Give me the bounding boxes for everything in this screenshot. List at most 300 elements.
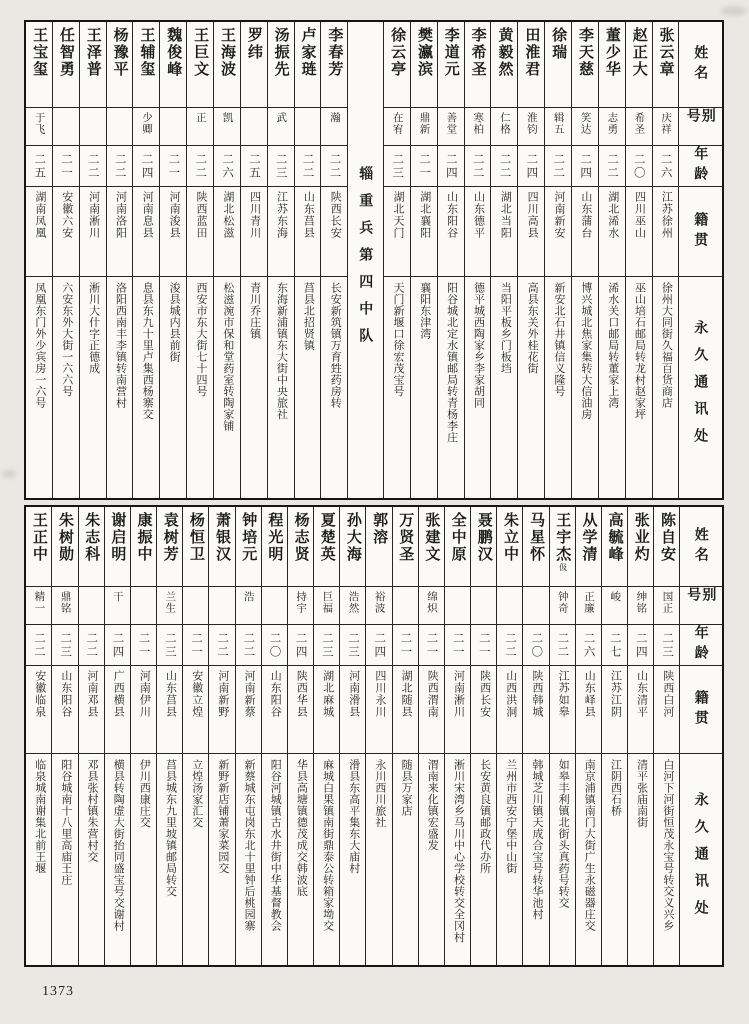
entry-address: 兰州市西安宁堡中山街	[504, 759, 517, 874]
entry-native: 湖北天门	[384, 187, 410, 277]
entry-age: 二一	[419, 625, 444, 666]
entry-age: 二二	[545, 146, 571, 187]
entry-column	[320, 22, 347, 498]
entry-column	[294, 22, 321, 498]
entry-name: 万贤圣	[393, 507, 418, 587]
entry-alias: 鼎新	[411, 108, 437, 146]
entry-name: 王巨文	[187, 22, 213, 108]
entry-column	[287, 507, 313, 965]
entry-address: 华县高塘镇德茂成交韩波底	[295, 759, 308, 897]
header-column	[678, 22, 722, 498]
entry-alias	[53, 108, 79, 146]
entry-address: 洛阳西南丰李镇转南营村	[114, 282, 127, 409]
header-name: 姓名	[680, 507, 722, 587]
entry-column	[52, 22, 79, 498]
entry-native: 安徽临泉	[26, 666, 51, 754]
entry-native: 陕西华县	[288, 666, 313, 754]
entry-address: 新蔡城东屯岗东北十里钟后桃园寨	[243, 759, 256, 932]
entry-name: 夏楚英	[314, 507, 339, 587]
entry-address: 德平城西陶家乡李家胡同	[472, 282, 485, 409]
entry-column	[51, 507, 77, 965]
entry-native: 河南新野	[209, 666, 234, 754]
entry-alias: 正	[187, 108, 213, 146]
entry-column	[182, 507, 208, 965]
entry-native: 四川永川	[366, 666, 391, 754]
entry-address: 淅川大什字正德成	[87, 282, 100, 374]
entry-native: 四川青川	[241, 187, 267, 277]
entry-column	[598, 22, 625, 498]
entry-age: 二二	[209, 625, 234, 666]
entry-column	[444, 507, 470, 965]
entry-native: 河南邓县	[79, 666, 104, 754]
entry-name: 张业灼	[628, 507, 653, 587]
entry-address: 随县万家店	[400, 759, 413, 817]
entry-age: 二四	[438, 146, 464, 187]
entry-age: 二一	[411, 146, 437, 187]
entry-alias: 持宇	[288, 587, 313, 625]
entry-age: 二五	[26, 146, 52, 187]
entry-native: 湖北浠水	[599, 187, 625, 277]
entry-native: 安徽立煌	[183, 666, 208, 754]
entry-name: 袁树芳	[157, 507, 182, 587]
entry-column	[79, 22, 106, 498]
entry-alias	[80, 108, 106, 146]
entry-name: 钟培元	[236, 507, 261, 587]
entry-native: 山东阳谷	[262, 666, 287, 754]
entry-column	[339, 507, 365, 965]
entry-alias: 笑达	[572, 108, 598, 146]
entry-column	[392, 507, 418, 965]
entry-native: 广西横县	[105, 666, 130, 754]
entry-native: 湖南凤凰	[26, 187, 52, 277]
entry-age: 二二	[599, 146, 625, 187]
entry-native: 陕西蓝田	[187, 187, 213, 277]
entry-name: 田淮君	[518, 22, 544, 108]
entry-alias: 于飞	[26, 108, 52, 146]
entry-age: 二二	[107, 146, 133, 187]
entry-alias: 寒柏	[465, 108, 491, 146]
entry-native: 湖北麻城	[314, 666, 339, 754]
entry-column	[267, 22, 294, 498]
entry-native: 山东峄县	[576, 666, 601, 754]
entry-column	[156, 507, 182, 965]
entry-address: 立煌汤家汇交	[190, 759, 203, 828]
entry-address: 青川乔庄镇	[248, 282, 261, 340]
entry-address: 邓县张村镇朱营村交	[86, 759, 99, 863]
entry-age: 二四	[288, 625, 313, 666]
entry-native: 湖北当阳	[491, 187, 517, 277]
entry-name: 张建文	[419, 507, 444, 587]
entry-age: 二四	[572, 146, 598, 187]
entry-age: 二一	[131, 625, 156, 666]
entry-age: 二〇	[523, 625, 548, 666]
entry-name: 王宝玺	[26, 22, 52, 108]
entry-column	[78, 507, 104, 965]
scan-smudge	[2, 470, 16, 478]
entry-column	[437, 22, 464, 498]
entry-name: 康振中	[131, 507, 156, 587]
entry-address: 新安北石井镇信义隆号	[553, 282, 565, 397]
entry-name: 黄毅然	[491, 22, 517, 108]
entry-column	[313, 507, 339, 965]
entry-name: 魏俊峰	[160, 22, 186, 108]
entry-alias	[445, 587, 470, 625]
entry-name: 郭溶	[366, 507, 391, 587]
entry-alias	[295, 108, 321, 146]
entry-age: 二〇	[262, 625, 287, 666]
entry-column	[522, 507, 548, 965]
entry-age: 二三	[314, 625, 339, 666]
entry-native: 河南伊川	[131, 666, 156, 754]
entry-native: 山东德平	[465, 187, 491, 277]
entry-age: 二二	[26, 625, 51, 666]
entry-name: 陈自安	[654, 507, 679, 587]
entry-address: 巫山培石邮局转龙村赵家坪	[633, 282, 646, 420]
entry-name: 朱立中	[497, 507, 522, 587]
entry-address: 襄阳东津湾	[418, 282, 431, 340]
entry-name: 孙大海	[340, 507, 365, 587]
header-age: 年龄	[680, 625, 722, 666]
entry-column	[490, 22, 517, 498]
entry-address: 当阳平板乡门板垱	[499, 282, 512, 374]
entry-alias: 峻	[602, 587, 627, 625]
entry-native: 四川高县	[518, 187, 544, 277]
entry-name: 王泽普	[80, 22, 106, 108]
entry-name: 樊瀛滨	[411, 22, 437, 108]
entry-address: 阳谷河城镇古水井街中华基督教会	[269, 759, 282, 932]
entry-name: 卢家琏	[295, 22, 321, 108]
entry-native: 山西洪洞	[497, 666, 522, 754]
entry-age: 二六	[653, 146, 679, 187]
entry-alias	[79, 587, 104, 625]
entry-native: 湖北随县	[393, 666, 418, 754]
entry-alias	[107, 108, 133, 146]
entry-column	[418, 507, 444, 965]
unit-title-column	[347, 22, 383, 498]
entry-name: 王正中	[26, 507, 51, 587]
entry-native: 河南息县	[133, 187, 159, 277]
entry-age: 二一	[183, 625, 208, 666]
entry-address: 滑县东高平集东大庙村	[347, 759, 360, 874]
entry-alias: 绅铭	[628, 587, 653, 625]
entry-native: 河南新安	[545, 187, 571, 277]
entry-column	[544, 22, 571, 498]
entry-alias: 裕波	[366, 587, 391, 625]
entry-native: 陕西韩城	[523, 666, 548, 754]
scan-smudge	[721, 6, 747, 16]
entry-name: 李春芳	[321, 22, 347, 108]
entry-address: 阳谷城南十八里高庙王庄	[59, 759, 72, 886]
entry-address: 莒县北招贤镇	[302, 282, 315, 351]
header-alias: 别号	[679, 108, 722, 146]
entry-age: 二三	[384, 146, 410, 187]
entry-age: 二三	[654, 625, 679, 666]
entry-column	[104, 507, 130, 965]
entry-alias: 善堂	[438, 108, 464, 146]
entry-column	[410, 22, 437, 498]
entry-alias: 巨福	[314, 587, 339, 625]
entry-alias: 在宥	[384, 108, 410, 146]
header-name: 姓名	[679, 22, 722, 108]
entry-address: 伊川西康庄交	[138, 759, 151, 828]
entry-name: 董少华	[599, 22, 625, 108]
entry-age: 二四	[366, 625, 391, 666]
entry-age: 二一	[160, 146, 186, 187]
entry-address: 白河下河街恒茂永宝号转交义兴乡	[661, 759, 674, 932]
roster-table-top	[24, 20, 724, 500]
entry-alias	[523, 587, 548, 625]
entry-alias: 干	[105, 587, 130, 625]
entry-age: 二七	[602, 625, 627, 666]
header-age: 年龄	[679, 146, 722, 187]
entry-column	[159, 22, 186, 498]
entry-name: 王宇杰 伋	[550, 507, 575, 587]
entry-address: 凤凰东门外少宾房一六号	[33, 282, 46, 409]
entry-address: 横县转陶虚大街抬同盛宝号交谢村	[112, 759, 125, 932]
roster-table-bottom	[24, 505, 724, 967]
entry-native: 陕西长安	[471, 666, 496, 754]
entry-address: 韩城芝川镇天成合宝号转华池村	[530, 759, 543, 920]
entry-age: 二二	[321, 146, 347, 187]
entry-native: 河南洛阳	[107, 187, 133, 277]
entry-alias: 淮钧	[518, 108, 544, 146]
entry-native: 江苏如皋	[550, 666, 575, 754]
entry-column	[213, 22, 240, 498]
entry-column	[26, 507, 51, 965]
entry-address: 清平张庙南街	[635, 759, 648, 828]
entry-name: 聂鹏汉	[471, 507, 496, 587]
entry-age: 二六	[214, 146, 240, 187]
entry-column	[186, 22, 213, 498]
entry-name: 朱志科	[79, 507, 104, 587]
entry-column	[365, 507, 391, 965]
entry-age: 二三	[157, 625, 182, 666]
entry-alias: 希圣	[626, 108, 652, 146]
entry-native: 陕西渭南	[419, 666, 444, 754]
header-address: 永久通讯处	[693, 320, 710, 455]
entry-age: 二四	[105, 625, 130, 666]
entry-column	[625, 22, 652, 498]
entry-address: 江阴西石桥	[609, 759, 622, 817]
entry-native: 河南浚县	[160, 187, 186, 277]
entry-address: 永川西川旅社	[373, 759, 386, 828]
entry-address: 浚县城内县前街	[168, 282, 181, 363]
entry-column	[235, 507, 261, 965]
entry-column	[517, 22, 544, 498]
entry-native: 湖北襄阳	[411, 187, 437, 277]
entry-age: 二一	[445, 625, 470, 666]
entry-native: 山东莒县	[157, 666, 182, 754]
entry-alias	[262, 587, 287, 625]
entry-alias: 鼎铭	[52, 587, 77, 625]
entry-column	[130, 507, 156, 965]
entry-column	[470, 507, 496, 965]
entry-address: 长安新筑镇万育甡药房转	[329, 282, 342, 409]
entry-age: 二二	[491, 146, 517, 187]
entry-age: 二三	[52, 625, 77, 666]
entry-name: 全中原	[445, 507, 470, 587]
entry-alias: 钟奇	[550, 587, 575, 625]
entry-column	[261, 507, 287, 965]
entry-alias: 辑五	[545, 108, 571, 146]
entry-alias: 绵炽	[419, 587, 444, 625]
entry-alias: 精一	[26, 587, 51, 625]
entry-column	[653, 507, 679, 965]
entry-native: 江苏江阴	[602, 666, 627, 754]
entry-native: 安徽六安	[53, 187, 79, 277]
entry-age: 二三	[268, 146, 294, 187]
entry-alias: 庆祥	[653, 108, 679, 146]
entry-native: 四川巫山	[626, 187, 652, 277]
entry-column	[240, 22, 267, 498]
entry-name: 李希圣	[465, 22, 491, 108]
entry-alias: 正廉	[576, 587, 601, 625]
entry-native: 山东阳谷	[52, 666, 77, 754]
entry-column	[26, 22, 52, 498]
entry-native: 河南淅川	[445, 666, 470, 754]
entry-name: 杨志贤	[288, 507, 313, 587]
entry-column	[132, 22, 159, 498]
entry-name: 李道元	[438, 22, 464, 108]
entry-name: 张云章	[653, 22, 679, 108]
entry-name: 萧银汉	[209, 507, 234, 587]
entry-name: 赵正大	[626, 22, 652, 108]
entry-age: 二三	[340, 625, 365, 666]
entry-column	[549, 507, 575, 965]
entry-address: 阳谷城北定水镇邮局转青杨李庄	[445, 282, 458, 443]
entry-alias: 凯	[214, 108, 240, 146]
entry-native: 河南滑县	[340, 666, 365, 754]
entry-address: 博兴城北焦家集转大信油房	[579, 282, 592, 420]
entry-name: 任智勇	[53, 22, 79, 108]
entry-age: 二六	[576, 625, 601, 666]
entry-column	[464, 22, 491, 498]
entry-name: 李天慈	[572, 22, 598, 108]
entry-native: 河南新蔡	[236, 666, 261, 754]
entry-name: 王海波	[214, 22, 240, 108]
entry-age: 二〇	[626, 146, 652, 187]
entry-name: 谢启明	[105, 507, 130, 587]
entry-alias	[183, 587, 208, 625]
entry-alias	[131, 587, 156, 625]
entry-native: 陕西长安	[321, 187, 347, 277]
entry-name-note: 伋	[558, 563, 568, 571]
entry-age: 二一	[393, 625, 418, 666]
entry-column	[496, 507, 522, 965]
entry-age: 二二	[80, 146, 106, 187]
entry-age: 二二	[236, 625, 261, 666]
entry-column	[627, 507, 653, 965]
entry-alias: 浩	[236, 587, 261, 625]
entry-age: 二二	[79, 625, 104, 666]
entry-age: 二一	[53, 146, 79, 187]
entry-alias	[393, 587, 418, 625]
entry-name: 罗纬	[241, 22, 267, 108]
scanned-page	[24, 20, 724, 967]
entry-native: 湖北松滋	[214, 187, 240, 277]
entry-native: 江苏东海	[268, 187, 294, 277]
entry-address: 临泉城南谢集北前王堰	[33, 759, 46, 874]
entry-age: 二一	[471, 625, 496, 666]
entry-address: 高县东关外桂花街	[526, 282, 539, 374]
entry-age: 二五	[241, 146, 267, 187]
unit-title: 辎重兵第四中队	[358, 165, 375, 355]
entry-address: 莒县城东九里坡镇邮局转交	[164, 759, 177, 897]
entry-address: 松滋涴市保和堂药室转陶家铺	[221, 282, 234, 432]
entry-column	[106, 22, 133, 498]
entry-native: 陕西白河	[654, 666, 679, 754]
entry-name: 程光明	[262, 507, 287, 587]
entry-alias	[497, 587, 522, 625]
entry-address: 渭南来化镇宏盛发	[426, 759, 439, 851]
header-alias: 别号	[680, 587, 722, 625]
entry-address: 淅川宋湾乡马川中心学校转交全冈村	[452, 759, 465, 943]
entry-name: 王辅玺	[133, 22, 159, 108]
entry-alias: 志勇	[599, 108, 625, 146]
entry-alias: 兰生	[157, 587, 182, 625]
entry-alias: 仁格	[491, 108, 517, 146]
entry-alias: 武	[268, 108, 294, 146]
entry-age: 二四	[628, 625, 653, 666]
entry-age: 二二	[295, 146, 321, 187]
entry-age: 二四	[133, 146, 159, 187]
entry-address: 麻城白果镇南街鼎泰公转箱家坳交	[321, 759, 334, 932]
entry-native: 河南淅川	[80, 187, 106, 277]
entry-age: 二四	[518, 146, 544, 187]
entry-alias: 瀚	[321, 108, 347, 146]
header-native: 籍贯	[680, 666, 722, 754]
entry-address: 长安黄良镇邮政代办所	[478, 759, 491, 874]
entry-address: 息县东九十里卢集西杨寨交	[141, 282, 154, 420]
entry-age: 二二	[465, 146, 491, 187]
entry-column	[208, 507, 234, 965]
entry-column	[571, 22, 598, 498]
entry-address: 徐州大同街久福百货商店	[660, 282, 673, 409]
entry-alias	[241, 108, 267, 146]
entry-column	[601, 507, 627, 965]
entry-alias	[209, 587, 234, 625]
entry-address: 新野新店铺萧家菜园交	[216, 759, 229, 874]
entry-age: 二二	[497, 625, 522, 666]
entry-address: 天门新堰口徐宏茂宝号	[391, 282, 404, 397]
entry-name: 杨豫平	[107, 22, 133, 108]
entry-name: 徐瑞	[545, 22, 571, 108]
entry-native: 山东莒县	[295, 187, 321, 277]
entry-alias	[471, 587, 496, 625]
entry-age: 二二	[550, 625, 575, 666]
entry-column	[575, 507, 601, 965]
entry-alias: 少卿	[133, 108, 159, 146]
entry-alias: 国正	[654, 587, 679, 625]
entry-name: 徐云亭	[384, 22, 410, 108]
entry-name: 马星怀	[523, 507, 548, 587]
entry-native: 山东清平	[628, 666, 653, 754]
entry-age: 二二	[187, 146, 213, 187]
entry-name: 高毓峰	[602, 507, 627, 587]
entry-address: 如皋丰利镇北街头真药号转交	[557, 759, 570, 909]
header-native: 籍贯	[679, 187, 722, 277]
entry-name: 从学清	[576, 507, 601, 587]
entry-alias	[160, 108, 186, 146]
entry-address: 浠水关口邮局转董家上湾	[606, 282, 619, 409]
entry-native: 山东阳谷	[438, 187, 464, 277]
entry-address: 西安市东大街七十四号	[194, 282, 207, 397]
header-column	[679, 507, 722, 965]
entry-name: 汤振先	[268, 22, 294, 108]
header-address: 永久通讯处	[693, 792, 710, 927]
entry-name: 杨恒卫	[183, 507, 208, 587]
entry-address: 东海新浦镇东大街中央旅社	[275, 282, 288, 420]
